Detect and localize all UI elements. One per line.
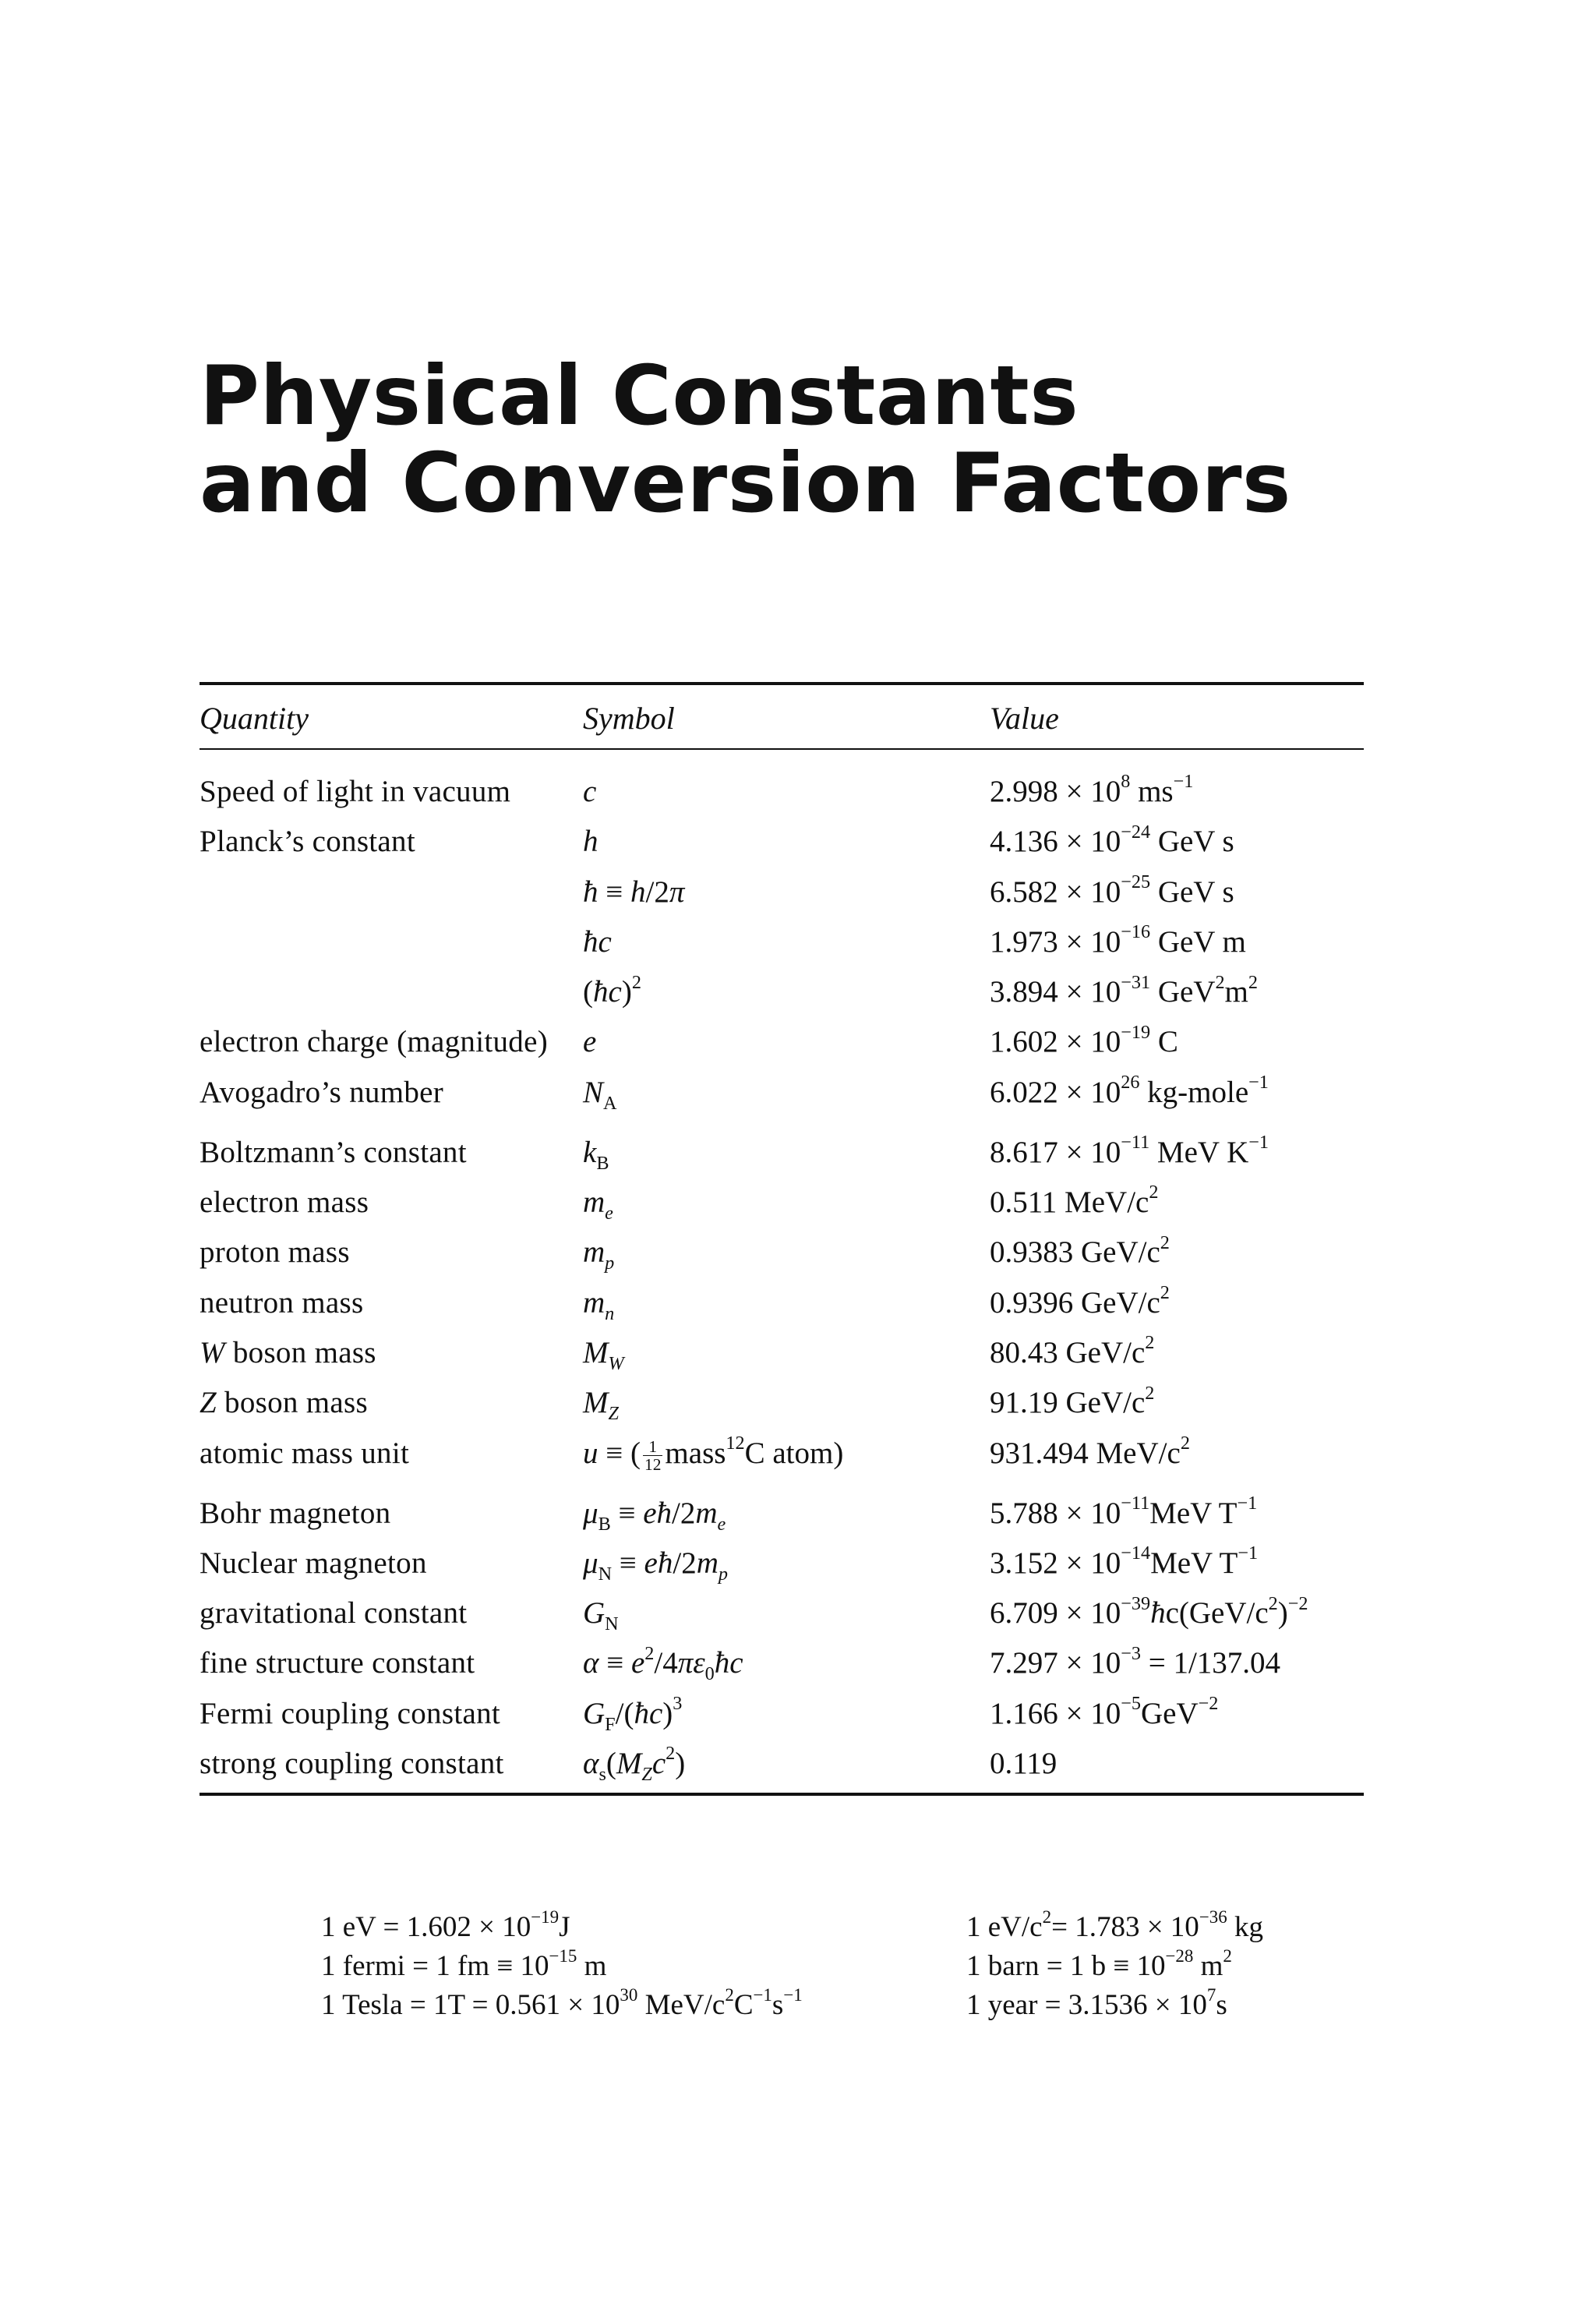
table-row <box>0 917 1596 967</box>
quantity-cell: Boltzmann’s constant <box>200 1135 467 1169</box>
value-cell: 0.511 MeV/$c^2$ <box>990 1182 1159 1220</box>
symbol-cell: (ħc)$^2$ <box>583 971 641 1009</box>
symbol-cell: $G_N$ <box>583 1596 619 1634</box>
conversion-item: 1 fermi = 1 fm ≡ $10^{-15}$ m <box>321 1946 607 1982</box>
symbol-cell: $M_Z$ <box>583 1386 619 1425</box>
table-row <box>0 1638 1596 1688</box>
quantity-cell: fine structure constant <box>200 1646 475 1680</box>
table-row <box>0 1278 1596 1328</box>
quantity-cell: Speed of light in vacuum <box>200 775 511 808</box>
quantity-cell: W boson mass <box>200 1335 376 1369</box>
table-header <box>0 695 1596 742</box>
table-row <box>0 1378 1596 1428</box>
value-cell: 0.9396 GeV/$c^2$ <box>990 1282 1170 1320</box>
column-header-symbol: Symbol <box>583 701 675 736</box>
conversion-item: 1 year = $3.1536 \times 10^7s$ <box>966 1985 1227 2021</box>
conversion-row <box>0 1908 1596 1947</box>
table-row <box>0 1739 1596 1789</box>
page-title-line-1: Physical Constants <box>200 348 1079 443</box>
value-cell: 0.119 <box>990 1747 1058 1781</box>
table-row <box>0 1128 1596 1178</box>
symbol-cell: $N_A$ <box>583 1075 617 1114</box>
column-header-value: Value <box>990 701 1059 736</box>
value-cell: $7.297 \times 10^{-3} = 1/137.04$ <box>990 1642 1281 1680</box>
table-row <box>0 1539 1596 1588</box>
table-row <box>0 1489 1596 1539</box>
table-row <box>0 1328 1596 1378</box>
symbol-cell: $\alpha \equiv e^2/4\pi\varepsilon_0ħc$ <box>583 1642 743 1685</box>
value-cell: $3.152 \times 10^{-14}MeV$ $T^{-1}$ <box>990 1542 1259 1580</box>
table-row <box>0 967 1596 1017</box>
conversion-row <box>0 1986 1596 2025</box>
value-cell: $8.617 \times 10^{-11}$ MeV $K^{-1}$ <box>990 1132 1269 1169</box>
constants-table <box>0 767 1596 1789</box>
quantity-cell: electron mass <box>200 1186 369 1220</box>
conversion-item: 1 Tesla = $1T = 0.561 \times 10^{30}$ MeV/$c^2C^{-1}s^{-1}$ <box>321 1985 803 2021</box>
quantity-cell: gravitational constant <box>200 1596 468 1631</box>
symbol-cell: $k_B$ <box>583 1135 609 1174</box>
table-row <box>0 1429 1596 1489</box>
symbol-cell: u ≡ ( $\frac{1}{12}$ mass$^{12}$C atom) <box>583 1432 844 1475</box>
value-cell: 0.9383 GeV/$c^2$ <box>990 1231 1170 1270</box>
table-row <box>0 817 1596 867</box>
quantity-cell: Bohr magneton <box>200 1496 391 1530</box>
conversion-item: 1 barn = 1 $b \equiv 10^{-28}$ $m^2$ <box>966 1946 1232 1982</box>
symbol-cell: $M_W$ <box>583 1335 624 1374</box>
symbol-cell: $\mu_N$ ≡ $eħ/2m_p$ <box>583 1546 728 1585</box>
symbol-cell: $G_F/(ħc)^3$ <box>583 1693 683 1735</box>
symbol-cell: $m_e$ <box>583 1186 613 1224</box>
quantity-cell: neutron mass <box>200 1285 364 1320</box>
table-header-rule <box>200 748 1364 750</box>
symbol-cell: h <box>583 825 598 859</box>
quantity-cell: electron charge (magnitude) <box>200 1025 549 1059</box>
symbol-cell: $m_n$ <box>583 1285 615 1324</box>
column-header-quantity: Quantity <box>200 701 309 736</box>
page-title <box>200 348 1368 531</box>
value-cell: $6.022 \times 10^{26}$ kg-mole$^{-1}$ <box>990 1072 1269 1109</box>
value-cell: $1.973 \times 10^{-16}$ GeV m <box>990 921 1246 959</box>
quantity-cell: Planck’s constant <box>200 825 415 859</box>
table-row <box>0 1588 1596 1638</box>
value-cell: $2.998 \times 10^8$ $ms^{-1}$ <box>990 771 1194 808</box>
table-row <box>0 1228 1596 1277</box>
table-bottom-rule <box>200 1793 1364 1796</box>
value-cell: $3.894 \times 10^{-31}$ $GeV^2m^2$ <box>990 971 1258 1009</box>
table-row <box>0 1068 1596 1128</box>
table-row <box>0 1689 1596 1739</box>
value-cell: 80.43 GeV/$c^2$ <box>990 1332 1155 1369</box>
value-cell: $1.602 \times 10^{-19}$ C <box>990 1021 1178 1059</box>
symbol-cell: e <box>583 1025 597 1059</box>
conversion-factors <box>0 1908 1596 2025</box>
conversion-item: 1 $eV/c^2= 1.783 \times 10^{-36}$ kg <box>966 1907 1263 1943</box>
value-cell: $6.709 \times 10^{-39}ħc(GeV/c^2)^{-2}$ <box>990 1592 1308 1631</box>
symbol-cell: $\mu_B$ ≡ $eħ/2m_e$ <box>583 1496 726 1535</box>
table-row <box>0 767 1596 817</box>
symbol-cell: $m_p$ <box>583 1235 615 1274</box>
value-cell: 931.494 MeV/$c^2$ <box>990 1432 1190 1470</box>
table-row <box>0 1178 1596 1228</box>
conversion-item: 1 eV = $1.602 \times 10^{-19}J$ <box>321 1907 570 1943</box>
value-cell: 91.19 GeV/$c^2$ <box>990 1382 1155 1420</box>
quantity-cell: atomic mass unit <box>200 1436 410 1470</box>
symbol-cell: $\alpha_s(M_Zc^2)$ <box>583 1743 686 1785</box>
table-row <box>0 1017 1596 1067</box>
value-cell: $6.582 \times 10^{-25}$ GeV s <box>990 871 1234 909</box>
quantity-cell: Nuclear magneton <box>200 1546 427 1580</box>
quantity-cell: Avogadro’s number <box>200 1075 444 1109</box>
table-row <box>0 867 1596 917</box>
symbol-cell: ħc <box>583 924 612 959</box>
page-title-line-2: and Conversion Factors <box>200 436 1291 531</box>
conversion-row <box>0 1947 1596 1986</box>
quantity-cell: Fermi coupling constant <box>200 1696 501 1730</box>
quantity-cell: strong coupling constant <box>200 1747 504 1781</box>
table-top-rule <box>200 682 1364 685</box>
symbol-cell: c <box>583 775 597 808</box>
symbol-cell: ħ ≡ h/2π <box>583 875 685 909</box>
value-cell: $4.136 \times 10^{-24}$ GeV s <box>990 821 1234 859</box>
value-cell: $5.788 \times 10^{-11}MeV$ $T^{-1}$ <box>990 1492 1258 1530</box>
value-cell: $1.166 \times 10^{-5}GeV^{-2}$ <box>990 1693 1219 1730</box>
quantity-cell: proton mass <box>200 1235 350 1270</box>
quantity-cell: Z boson mass <box>200 1386 368 1420</box>
